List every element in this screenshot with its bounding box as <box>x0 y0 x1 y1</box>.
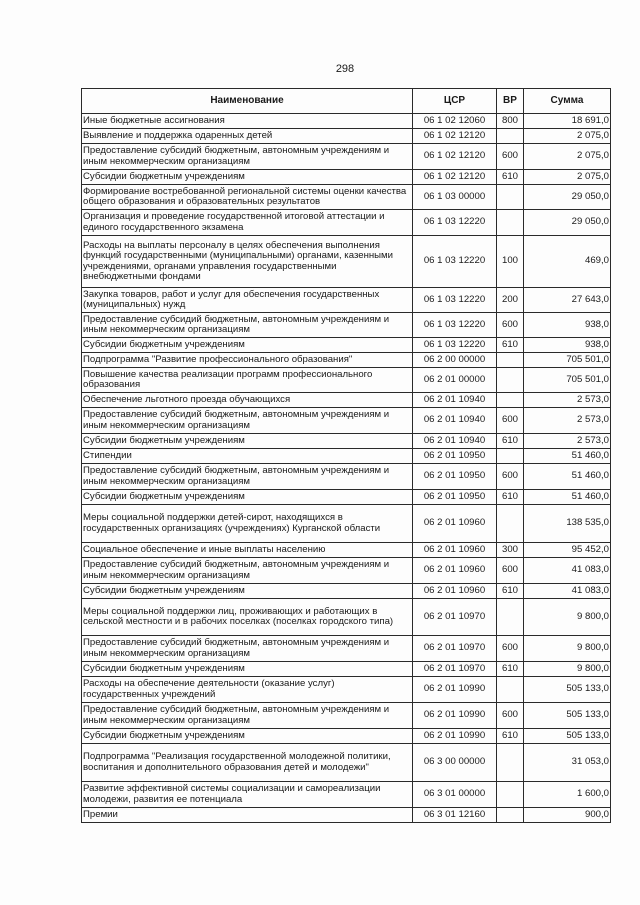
sum-cell: 9 800,0 <box>524 599 611 636</box>
name-cell: Меры социальной поддержки лиц, проживающих и работающих в сельской местности и в рабочих поселках (поселках городского типа) <box>82 599 413 636</box>
name-cell: Иные бюджетные ассигнования <box>82 114 413 129</box>
table-row <box>82 505 611 543</box>
sum-cell: 1 600,0 <box>524 782 611 808</box>
csr-cell: 06 2 01 10950 <box>413 464 497 490</box>
table-row <box>82 584 611 599</box>
table-row <box>82 808 611 823</box>
vr-cell: 600 <box>497 144 524 170</box>
name-cell: Повышение качества реализации программ профессионального образования <box>82 368 413 393</box>
csr-cell: 06 1 02 12120 <box>413 129 497 144</box>
vr-cell <box>497 505 524 543</box>
name-cell: Подпрограмма "Реализация государственной молодежной политики, воспитания и дополнительного образования детей и молодежи" <box>82 744 413 782</box>
table-row <box>82 464 611 490</box>
csr-cell: 06 3 01 00000 <box>413 782 497 808</box>
table-row <box>82 703 611 729</box>
name-cell: Меры социальной поддержки детей-сирот, находящихся в государственных организациях (учреждениях) Курганской области <box>82 505 413 543</box>
sum-cell: 2 573,0 <box>524 434 611 449</box>
name-cell: Субсидии бюджетным учреждениям <box>82 338 413 353</box>
table-row <box>82 543 611 558</box>
table-row <box>82 129 611 144</box>
table-row <box>82 744 611 782</box>
sum-cell: 2 075,0 <box>524 144 611 170</box>
name-cell: Предоставление субсидий бюджетным, автономным учреждениям и иным некоммерческим организациям <box>82 464 413 490</box>
table-row <box>82 114 611 129</box>
csr-cell: 06 1 03 12220 <box>413 313 497 338</box>
table-row <box>82 408 611 434</box>
csr-cell: 06 1 03 12220 <box>413 288 497 313</box>
vr-cell: 600 <box>497 636 524 662</box>
table-row <box>82 210 611 236</box>
name-cell: Социальное обеспечение и иные выплаты населению <box>82 543 413 558</box>
vr-cell: 600 <box>497 464 524 490</box>
sum-cell: 27 643,0 <box>524 288 611 313</box>
csr-cell: 06 1 02 12120 <box>413 170 497 185</box>
vr-cell <box>497 808 524 823</box>
table-row <box>82 393 611 408</box>
vr-cell <box>497 677 524 703</box>
table-row <box>82 144 611 170</box>
name-cell: Субсидии бюджетным учреждениям <box>82 434 413 449</box>
vr-cell: 600 <box>497 408 524 434</box>
sum-cell: 705 501,0 <box>524 353 611 368</box>
table-row <box>82 170 611 185</box>
table-header-row <box>82 89 611 114</box>
csr-cell: 06 2 01 00000 <box>413 368 497 393</box>
vr-cell: 610 <box>497 584 524 599</box>
table-row <box>82 782 611 808</box>
name-cell: Подпрограмма "Развитие профессионального образования" <box>82 353 413 368</box>
sum-cell: 51 460,0 <box>524 449 611 464</box>
vr-cell: 610 <box>497 338 524 353</box>
name-cell: Субсидии бюджетным учреждениям <box>82 729 413 744</box>
sum-cell: 2 075,0 <box>524 170 611 185</box>
csr-cell: 06 2 01 10990 <box>413 703 497 729</box>
csr-cell: 06 1 03 12220 <box>413 338 497 353</box>
vr-cell <box>497 744 524 782</box>
vr-cell <box>497 210 524 236</box>
table-row <box>82 662 611 677</box>
header-csr: ЦСР <box>413 89 497 114</box>
sum-cell: 51 460,0 <box>524 490 611 505</box>
name-cell: Предоставление субсидий бюджетным, автономным учреждениям и иным некоммерческим организациям <box>82 636 413 662</box>
name-cell: Предоставление субсидий бюджетным, автономным учреждениям и иным некоммерческим организациям <box>82 408 413 434</box>
header-name: Наименование <box>82 89 413 114</box>
table-row <box>82 636 611 662</box>
csr-cell: 06 1 03 12220 <box>413 236 497 288</box>
name-cell: Предоставление субсидий бюджетным, автономным учреждениям и иным некоммерческим организациям <box>82 313 413 338</box>
page-number: 298 <box>335 63 355 75</box>
csr-cell: 06 2 01 10970 <box>413 662 497 677</box>
sum-cell: 2 573,0 <box>524 393 611 408</box>
sum-cell: 505 133,0 <box>524 677 611 703</box>
vr-cell <box>497 393 524 408</box>
sum-cell: 29 050,0 <box>524 210 611 236</box>
sum-cell: 18 691,0 <box>524 114 611 129</box>
header-vr: ВР <box>497 89 524 114</box>
vr-cell: 600 <box>497 558 524 584</box>
csr-cell: 06 1 03 12220 <box>413 210 497 236</box>
name-cell: Обеспечение льготного проезда обучающихся <box>82 393 413 408</box>
sum-cell: 41 083,0 <box>524 584 611 599</box>
csr-cell: 06 2 01 10960 <box>413 584 497 599</box>
name-cell: Субсидии бюджетным учреждениям <box>82 170 413 185</box>
table-body <box>82 114 611 823</box>
csr-cell: 06 2 01 10940 <box>413 393 497 408</box>
vr-cell: 600 <box>497 313 524 338</box>
name-cell: Стипендии <box>82 449 413 464</box>
table-row <box>82 434 611 449</box>
sum-cell: 705 501,0 <box>524 368 611 393</box>
vr-cell: 610 <box>497 170 524 185</box>
name-cell: Предоставление субсидий бюджетным, автономным учреждениям и иным некоммерческим организациям <box>82 144 413 170</box>
name-cell: Расходы на выплаты персоналу в целях обеспечения выполнения функций государственными (муниципальными) органами, казенными учреждениями, органами управления государственными внебюджетными фондами <box>82 236 413 288</box>
vr-cell <box>497 782 524 808</box>
sum-cell: 41 083,0 <box>524 558 611 584</box>
name-cell: Формирование востребованной региональной системы оценки качества общего образования и образовательных результатов <box>82 185 413 210</box>
csr-cell: 06 2 01 10940 <box>413 434 497 449</box>
table-row <box>82 677 611 703</box>
name-cell: Премии <box>82 808 413 823</box>
table-row <box>82 236 611 288</box>
vr-cell <box>497 368 524 393</box>
table-row <box>82 490 611 505</box>
csr-cell: 06 2 01 10950 <box>413 449 497 464</box>
vr-cell: 610 <box>497 434 524 449</box>
csr-cell: 06 2 01 10970 <box>413 636 497 662</box>
csr-cell: 06 2 01 10940 <box>413 408 497 434</box>
sum-cell: 138 535,0 <box>524 505 611 543</box>
table-row <box>82 599 611 636</box>
vr-cell: 610 <box>497 662 524 677</box>
name-cell: Расходы на обеспечение деятельности (оказание услуг) государственных учреждений <box>82 677 413 703</box>
sum-cell: 9 800,0 <box>524 636 611 662</box>
vr-cell: 600 <box>497 703 524 729</box>
budget-table <box>81 88 611 823</box>
csr-cell: 06 1 02 12120 <box>413 144 497 170</box>
name-cell: Субсидии бюджетным учреждениям <box>82 584 413 599</box>
vr-cell <box>497 353 524 368</box>
table-row <box>82 288 611 313</box>
sum-cell: 2 075,0 <box>524 129 611 144</box>
csr-cell: 06 2 00 00000 <box>413 353 497 368</box>
sum-cell: 938,0 <box>524 313 611 338</box>
table-row <box>82 185 611 210</box>
name-cell: Субсидии бюджетным учреждениям <box>82 662 413 677</box>
sum-cell: 51 460,0 <box>524 464 611 490</box>
sum-cell: 505 133,0 <box>524 703 611 729</box>
csr-cell: 06 2 01 10960 <box>413 505 497 543</box>
csr-cell: 06 2 01 10990 <box>413 729 497 744</box>
vr-cell: 610 <box>497 490 524 505</box>
sum-cell: 469,0 <box>524 236 611 288</box>
csr-cell: 06 2 01 10960 <box>413 543 497 558</box>
csr-cell: 06 3 00 00000 <box>413 744 497 782</box>
sum-cell: 2 573,0 <box>524 408 611 434</box>
name-cell: Закупка товаров, работ и услуг для обеспечения государственных (муниципальных) нужд <box>82 288 413 313</box>
sum-cell: 31 053,0 <box>524 744 611 782</box>
sum-cell: 29 050,0 <box>524 185 611 210</box>
name-cell: Выявление и поддержка одаренных детей <box>82 129 413 144</box>
vr-cell <box>497 129 524 144</box>
vr-cell <box>497 599 524 636</box>
vr-cell <box>497 185 524 210</box>
vr-cell: 200 <box>497 288 524 313</box>
table-row <box>82 729 611 744</box>
vr-cell: 610 <box>497 729 524 744</box>
name-cell: Субсидии бюджетным учреждениям <box>82 490 413 505</box>
vr-cell: 800 <box>497 114 524 129</box>
csr-cell: 06 2 01 10990 <box>413 677 497 703</box>
name-cell: Предоставление субсидий бюджетным, автономным учреждениям и иным некоммерческим организациям <box>82 558 413 584</box>
sum-cell: 938,0 <box>524 338 611 353</box>
vr-cell <box>497 449 524 464</box>
sum-cell: 9 800,0 <box>524 662 611 677</box>
csr-cell: 06 2 01 10950 <box>413 490 497 505</box>
vr-cell: 100 <box>497 236 524 288</box>
vr-cell: 300 <box>497 543 524 558</box>
sum-cell: 95 452,0 <box>524 543 611 558</box>
csr-cell: 06 1 02 12060 <box>413 114 497 129</box>
table-row <box>82 368 611 393</box>
table-row <box>82 353 611 368</box>
name-cell: Развитие эффективной системы социализации и самореализации молодежи, развития ее потенциала <box>82 782 413 808</box>
name-cell: Предоставление субсидий бюджетным, автономным учреждениям и иным некоммерческим организациям <box>82 703 413 729</box>
table-row <box>82 558 611 584</box>
header-sum: Сумма <box>524 89 611 114</box>
csr-cell: 06 3 01 12160 <box>413 808 497 823</box>
table-row <box>82 449 611 464</box>
table-row <box>82 313 611 338</box>
csr-cell: 06 2 01 10970 <box>413 599 497 636</box>
csr-cell: 06 2 01 10960 <box>413 558 497 584</box>
name-cell: Организация и проведение государственной итоговой аттестации и единого государственного экзамена <box>82 210 413 236</box>
sum-cell: 505 133,0 <box>524 729 611 744</box>
csr-cell: 06 1 03 00000 <box>413 185 497 210</box>
table-row <box>82 338 611 353</box>
sum-cell: 900,0 <box>524 808 611 823</box>
